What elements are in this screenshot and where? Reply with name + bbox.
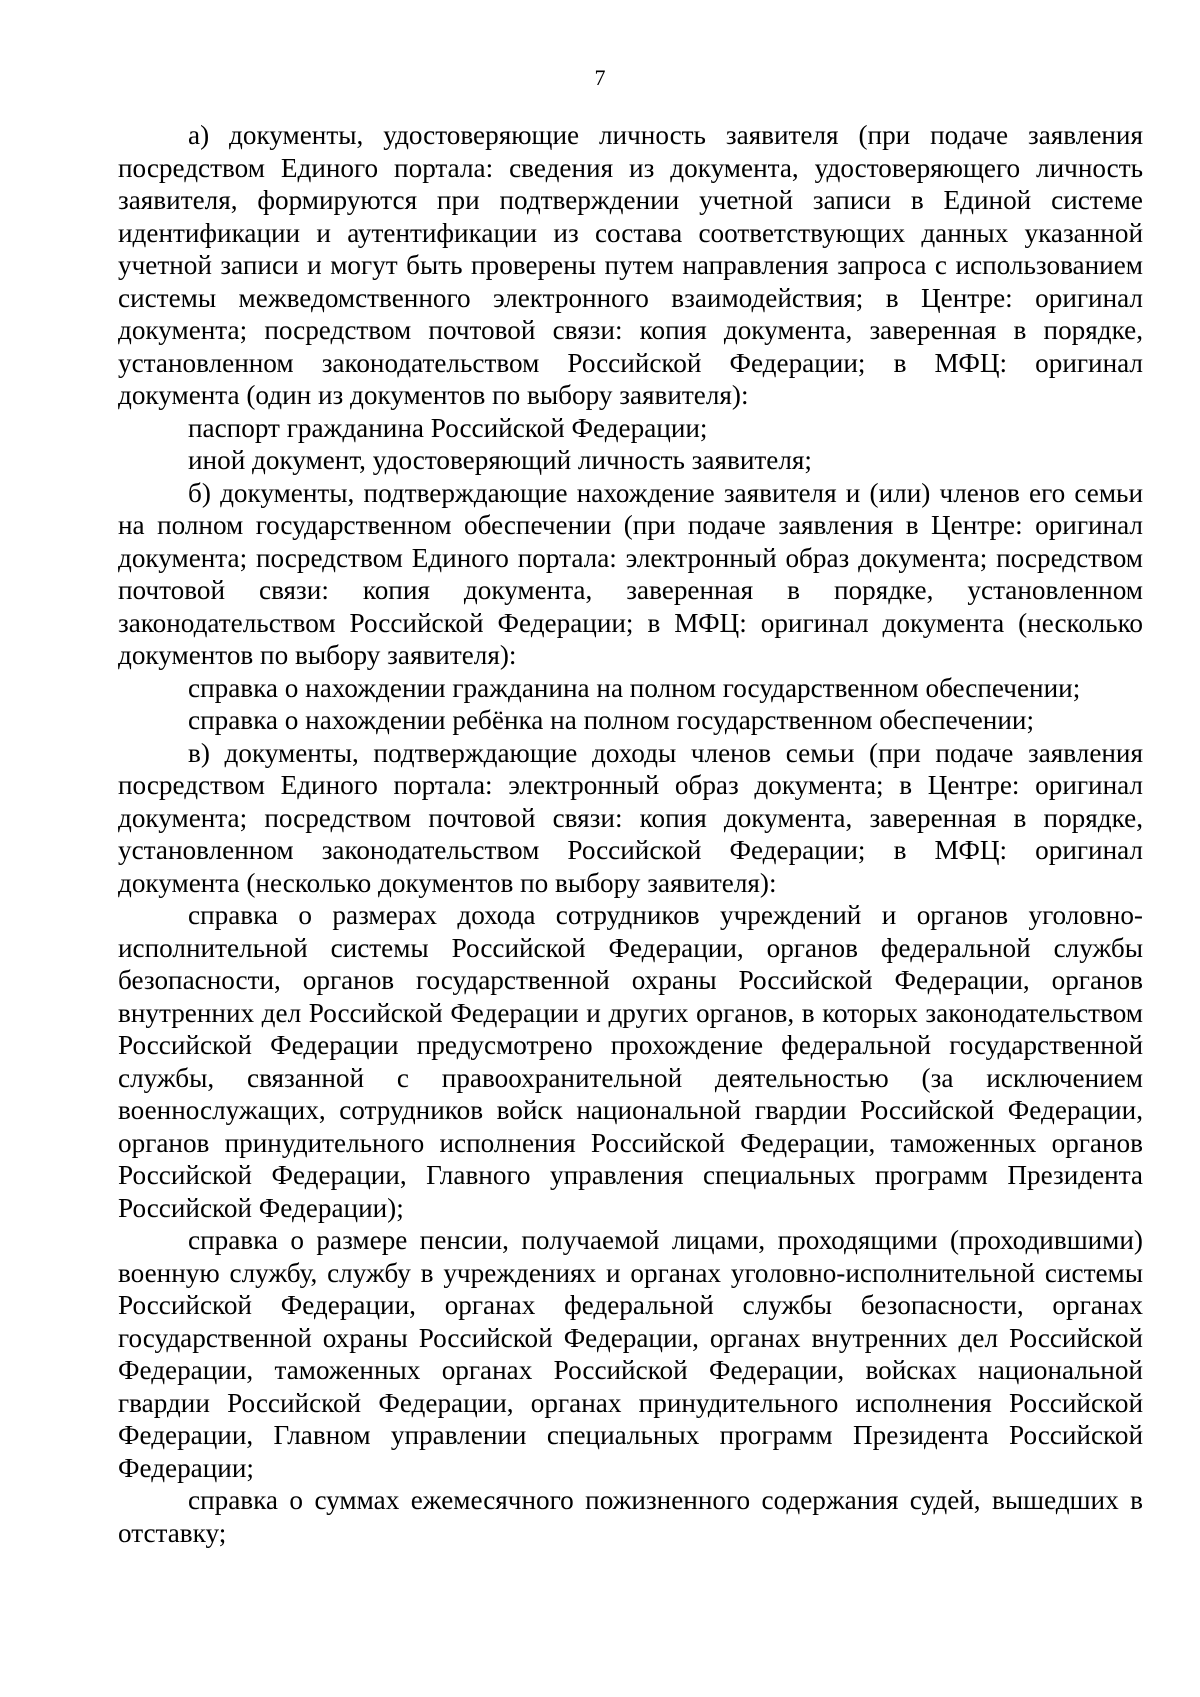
paragraph-employee-income-certificate: справка о размерах дохода сотрудников учреждений и органов уголовно-исполнительной системы Российской Федерации, органов федеральной службы безопасности, органов государственной охраны Российской Федерации, органов внутренних дел Российской Федерации и других органов, в которых законодательством Российской Федерации предусмотрено прохождение федеральной государственной службы, связанной с правоохранительной деятельностью (за исключением военнослужащих, сотрудников войск национальной гвардии Российской Федерации, органов принудительного исполнения Российской Федерации, таможенных органов Российской Федерации, Главного управления специальных программ Президента Российской Федерации);	[118, 900, 1143, 1223]
document-body	[118, 119, 1143, 1549]
paragraph-other-id-document: иной документ, удостоверяющий личность заявителя;	[188, 445, 812, 475]
paragraph-item-b: б) документы, подтверждающие нахождение заявителя и (или) членов его семьи на полном государственном обеспечении (при подаче заявления в Центре: оригинал документа; посредством Единого портала: электронный образ документа; посредством почтовой связи: копия документа, заверенная в порядке, установленном законодательством Российской Федерации; в МФЦ: оригинал документа (несколько документов по выбору заявителя):	[118, 477, 1143, 670]
paragraph-item-v: в) документы, подтверждающие доходы членов семьи (при подаче заявления посредством Единого портала: электронный образ документа; в Центре: оригинал документа; посредством почтовой связи: копия документа, заверенная в порядке, установленном законодательством Российской Федерации; в МФЦ: оригинал документа (несколько документов по выбору заявителя):	[118, 737, 1143, 898]
paragraph-citizen-state-support-certificate: справка о нахождении гражданина на полном государственном обеспечении;	[188, 672, 1081, 703]
paragraph-pension-certificate: справка о размере пенсии, получаемой лицами, проходящими (проходившими) военную службу, службу в учреждениях и органах уголовно-исполнительной системы Российской Федерации, органах федеральной службы безопасности, органах государственной охраны Российской Федерации, органах внутренних дел Российской Федерации, таможенных органах Российской Федерации, войсках национальной гвардии Российской Федерации, органах принудительного исполнения Российской Федерации, Главном управлении специальных программ Президента Российской Федерации;	[118, 1225, 1143, 1483]
page-number: 7	[594, 65, 606, 90]
paragraph-child-state-support-certificate: справка о нахождении ребёнка на полном государственном обеспечении;	[188, 705, 1035, 735]
paragraph-item-a: а) документы, удостоверяющие личность заявителя (при подаче заявления посредством Единого портала: сведения из документа, удостоверяющего личность заявителя, формируются при подтверждении учетной записи в Единой системе идентификации и аутентификации из состава соответствующих данных указанной учетной записи и могут быть проверены путем направления запроса с использованием системы межведомственного электронного взаимодействия; в Центре: оригинал документа; посредством почтовой связи: копия документа, заверенная в порядке, установленном законодательством Российской Федерации; в МФЦ: оригинал документа (один из документов по выбору заявителя):	[118, 120, 1143, 410]
paragraph-judges-maintenance-certificate: справка о суммах ежемесячного пожизненного содержания судей, вышедших в отставку;	[118, 1485, 1143, 1548]
paragraph-passport: паспорт гражданина Российской Федерации;	[188, 412, 708, 443]
